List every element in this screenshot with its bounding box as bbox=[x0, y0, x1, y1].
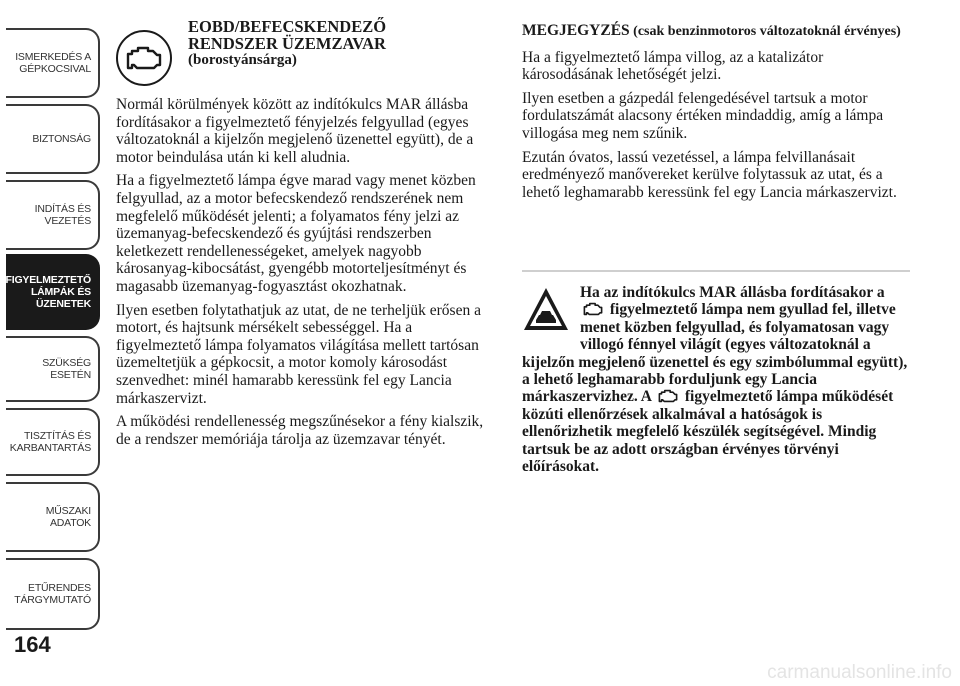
note-title bbox=[522, 22, 910, 41]
heading-line-2: RENDSZER ÜZEMZAVAR bbox=[188, 34, 386, 53]
note-title-rest: (csak benzinmotoros változatoknál érvényes) bbox=[629, 24, 901, 39]
note-title-bold: MEGJEGYZÉS bbox=[522, 22, 630, 39]
heading-subtitle: (borostyánsárga) bbox=[188, 52, 297, 68]
warning-text-1: Ha az indítókulcs MAR állásba fordításakor a bbox=[580, 284, 885, 301]
tab-safety[interactable]: BIZTONSÁG bbox=[6, 104, 100, 174]
paragraph: Ha a figyelmeztető lámpa égve marad vagy menet közben felgyullad, az a motor befecskendező rendszerének nem megfelelő működését jelenti; a folyamatos fény jelzi az üzemanyag-befecskendező és gyújtási rendszerben keletkezett rendellenességeket, amelyek nagyobb károsanyag-kibocsátást, gyengébb motorteljesítményt és magasabb üzemanyag-fogyasztást okozhatnak. bbox=[116, 172, 476, 295]
tab-technical-data[interactable]: MŰSZAKI ADATOK bbox=[6, 482, 100, 552]
tab-emergency[interactable]: SZÜKSÉG ESETÉN bbox=[6, 336, 100, 402]
warning-triangle-icon bbox=[522, 286, 570, 334]
warning-text-2: figyelmeztető lámpa nem gyullad fel, illetve menet közben felgyullad, és folyamatosan vagy villogó fénnyel világít (egyes változatoknál a kijelzőn megjelenő üzenettel és egy szimbólummal együtt), a lehető leghamarabb forduljunk egy Lancia márkaszervizhez. A bbox=[522, 301, 908, 406]
tab-starting-driving[interactable]: INDÍTÁS ÉS VEZETÉS bbox=[6, 180, 100, 250]
tab-index[interactable]: ETŰRENDES TÁRGYMUTATÓ bbox=[6, 558, 100, 630]
engine-check-icon bbox=[582, 302, 604, 316]
warning-text-3: figyelmeztető lámpa működését közúti ellenőrzések alkalmával a hatóságok is ellenőrizhetik megfelelő készülék segítségével. Mindig tartsuk be az adott országban érvényes törvényi előírásokat. bbox=[522, 388, 894, 476]
paragraph: A működési rendellenesség megszűnésekor a fény kialszik, de a rendszer memóriája tárolja az üzemzavar tényét. bbox=[116, 413, 484, 448]
heading-line-1: EOBD/BEFECSKENDEZŐ bbox=[188, 17, 387, 36]
paragraph: Ilyen esetben folytathatjuk az utat, de ne terheljük erősen a motort, és hajtsunk mérsékelt sebességgel. Ha a figyelmeztető lámpa folyamatos világítása mellett tartósan üzemeltetjük a gépkocsit, a motor komoly károsodást szenvedhet: minél hamarabb keressünk fel egy Lancia márkaszervizt. bbox=[116, 301, 481, 407]
warning-box bbox=[522, 284, 910, 475]
left-column bbox=[116, 18, 496, 454]
right-column bbox=[522, 22, 910, 207]
paragraph: Normál körülmények között az indítókulcs MAR állásba fordításakor a figyelmeztető fényjelzés felgyullad (egyes változatoknál a kijelzőn megjelenő üzenettel együtt), de a motor beindulása után ki kell aludnia. bbox=[116, 96, 474, 166]
tab-maintenance[interactable]: TISZTÍTÁS ÉS KARBANTARTÁS bbox=[6, 408, 100, 476]
note-paragraph: Ilyen esetben a gázpedál felengedésével tartsuk a motor fordulatszámát alacsony értéken mindaddig, amíg a lámpa villogása meg nem szűnik. bbox=[522, 89, 884, 142]
tab-warning-lights[interactable]: FIGYELMEZTETŐ LÁMPÁK ÉS ÜZENETEK bbox=[6, 254, 100, 330]
engine-check-icon bbox=[657, 389, 679, 403]
section-header bbox=[116, 18, 496, 96]
section-title bbox=[188, 18, 386, 69]
note-paragraph: Ezután óvatos, lassú vezetéssel, a lámpa felvillanásait eredményező manővereket kerülve folytassuk az utat, és a lehető leghamarabb keressünk fel egy Lancia márkaszervizt. bbox=[522, 148, 897, 201]
page-number: 164 bbox=[14, 632, 51, 657]
tab-getting-started[interactable]: ISMERKEDÉS A GÉPKOCSIVAL bbox=[6, 28, 100, 98]
note-paragraph: Ha a figyelmeztető lámpa villog, az a katalizátor károsodásának lehetőségét jelzi. bbox=[522, 48, 824, 84]
watermark: carmanualsonline.info bbox=[767, 662, 952, 683]
divider bbox=[522, 270, 910, 272]
engine-check-icon bbox=[116, 30, 172, 86]
